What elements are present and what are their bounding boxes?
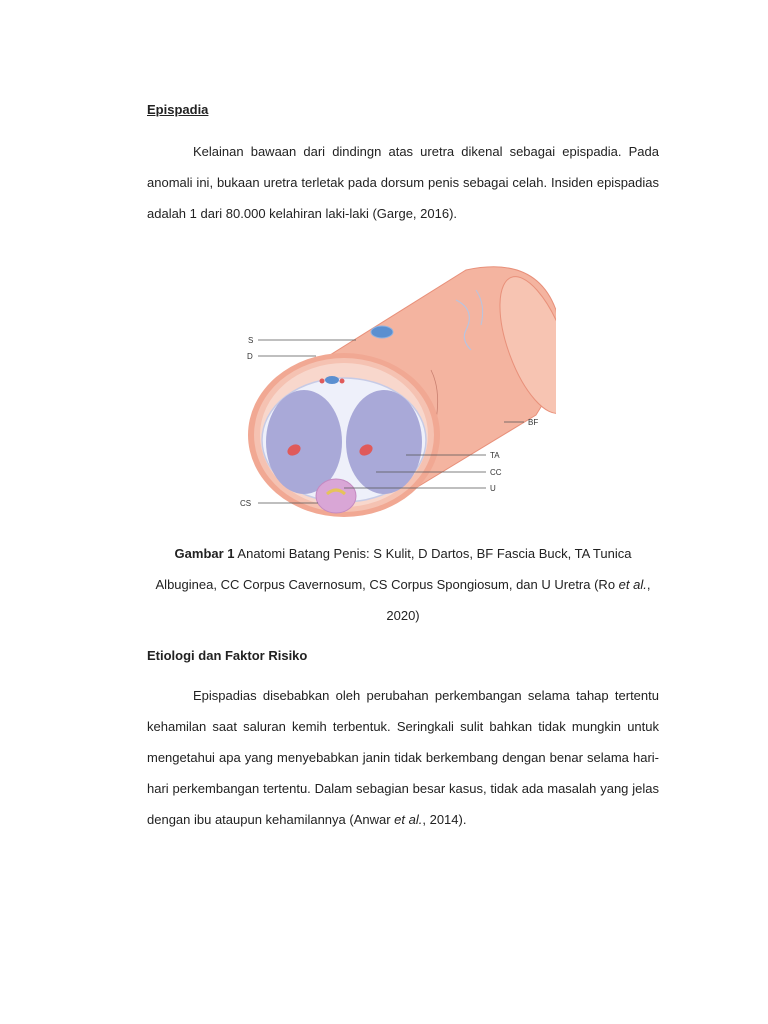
label-d: D	[247, 352, 253, 361]
label-u: U	[490, 484, 496, 493]
label-cc: CC	[490, 468, 502, 477]
dorsal-artery-left	[320, 379, 325, 384]
dorsal-artery-right	[340, 379, 345, 384]
caption-label: Gambar 1	[174, 546, 235, 561]
label-bf: BF	[528, 418, 539, 427]
anatomy-figure	[236, 250, 556, 518]
paragraph-etiologi-et-al: et al.	[394, 812, 423, 827]
paragraph-etiologi	[147, 680, 659, 835]
corpus-spongiosum	[316, 479, 356, 513]
figure-caption	[147, 538, 659, 631]
penis-cross-section-illustration	[236, 250, 556, 518]
caption-text: Anatomi Batang Penis: S Kulit, D Dartos, BF Fascia Buck, TA Tunica Albuginea, CC Corpus Cavernosum, CS Corpus Spongiosum, dan U Uretra (Ro	[155, 546, 632, 592]
section-title-etiologi: Etiologi dan Faktor Risiko	[147, 648, 308, 663]
corpus-cavernosum-left	[266, 390, 342, 494]
caption-year: , 2020)	[386, 577, 651, 623]
superficial-vein	[371, 326, 393, 338]
dorsal-vein	[325, 376, 339, 384]
label-ta: TA	[490, 451, 500, 460]
paragraph-etiologi-main: Epispadias disebabkan oleh perubahan perkembangan selama tahap tertentu kehamilan saat saluran kemih terbentuk. Seringkali sulit bahkan tidak mungkin untuk mengetahui apa yang menyebabkan janin tidak berkembang dengan benar selama hari-hari perkembangan tertentu. Dalam sebagian besar kasus, tidak ada masalah yang jelas dengan ibu ataupun kehamilannya (Anwar	[147, 688, 659, 827]
section-title-epispadia: Epispadia	[147, 102, 209, 117]
label-s: S	[248, 336, 254, 345]
caption-et-al: et al.	[618, 577, 647, 592]
paragraph-etiologi-end: , 2014).	[422, 812, 467, 827]
paragraph-epispadia: Kelainan bawaan dari dindingn atas uretra dikenal sebagai epispadia. Pada anomali ini, bukaan uretra terletak pada dorsum penis sebagai celah. Insiden epispadias adalah 1 dari 80.000 kelahiran laki-laki (Garge, 2016).	[147, 144, 659, 221]
label-cs: CS	[240, 499, 252, 508]
corpus-cavernosum-right	[346, 390, 422, 494]
